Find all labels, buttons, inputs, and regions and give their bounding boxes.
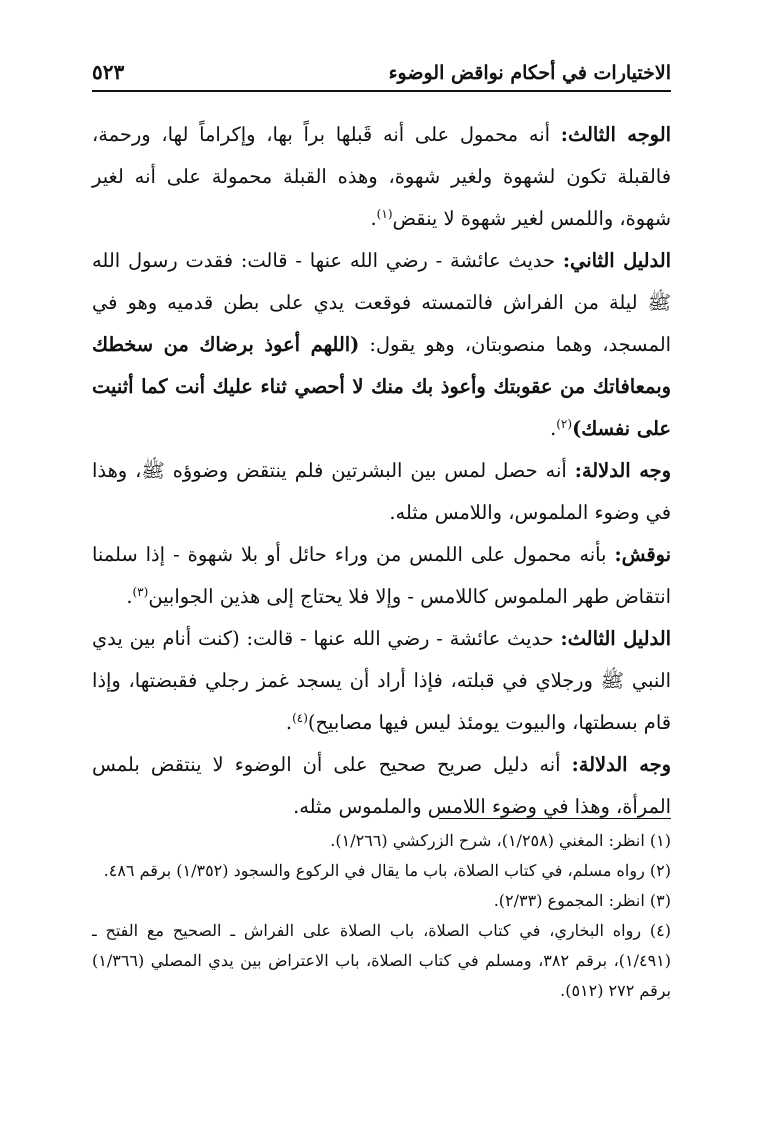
paragraph-text: أنه دليل صريح صحيح على أن الوضوء لا ينتقض بلمس المرأة، وهذا في وضوء اللامس والملموس مثله. bbox=[92, 753, 671, 818]
paragraph-second-evidence bbox=[92, 240, 671, 450]
running-header bbox=[92, 52, 671, 92]
paragraph-text: حديث عائشة - رضي الله عنها - قالت: فقدت رسول الله ﷺ ليلة من الفراش فالتمسته فوقعت يدي على بطن قدميه وهو في المسجد، وهما منصوبتان، وهو يقول: bbox=[92, 249, 671, 356]
footnote-2: (٢) رواه مسلم، في كتاب الصلاة، باب ما يقال في الركوع والسجود (١/٣٥٢) برقم ٤٨٦. bbox=[103, 861, 671, 880]
paragraph-label: الوجه الثالث: bbox=[560, 123, 671, 146]
paragraph-text: أنه محمول على أنه قَبلها براً بها، وإكراماً لها، ورحمة، فالقبلة تكون لشهوة ولغير شهوة، وهذه القبلة محمولة على أنه لغير شهوة، واللمس لغير شهوة لا ينقض bbox=[92, 123, 671, 230]
footnote-ref: (١) bbox=[376, 207, 393, 221]
paragraph-evidence-point bbox=[92, 450, 671, 534]
running-title: الاختيارات في أحكام نواقض الوضوء bbox=[388, 62, 671, 84]
paragraph-label: وجه الدلالة: bbox=[571, 753, 671, 776]
footnote-ref: (٣) bbox=[132, 585, 149, 599]
paragraph-end: . bbox=[550, 417, 557, 440]
main-text bbox=[92, 114, 671, 828]
paragraph-label: الدليل الثالث: bbox=[560, 627, 671, 650]
page-number: ٥٢٣ bbox=[92, 60, 125, 84]
footnote-ref: (٢) bbox=[556, 417, 573, 431]
footnote-4: (٤) رواه البخاري، في كتاب الصلاة، باب الصلاة على الفراش ـ الصحيح مع الفتح ـ (١/٤٩١)، برقم ٣٨٢، ومسلم في كتاب الصلاة، باب الاعتراض بين يدي المصلي (١/٣٦٦) برقم ٢٧٢ (٥١٢). bbox=[92, 921, 672, 1000]
paragraph-label: وجه الدلالة: bbox=[574, 459, 671, 482]
paragraph-objection bbox=[92, 534, 671, 618]
footnote-ref: (٤) bbox=[292, 711, 308, 725]
paragraph-evidence-point-2 bbox=[92, 744, 671, 828]
paragraph-label: نوقش: bbox=[614, 543, 671, 566]
paragraph-text: بأنه محمول على اللمس من وراء حائل أو بلا شهوة - إذا سلمنا انتقاض طهر الملموس كاللامس - وإلا فلا يحتاج إلى هذين الجوابين bbox=[92, 543, 671, 608]
paragraph-text: أنه حصل لمس بين البشرتين فلم ينتقض وضوؤه ﷺ، وهذا في وضوء الملموس، واللامس مثله. bbox=[92, 459, 671, 524]
footnote-divider bbox=[439, 818, 671, 819]
paragraph-third-aspect bbox=[92, 114, 671, 240]
footnote-1: (١) انظر: المغني (١/٢٥٨)، شرح الزركشي (١/٢٦٦). bbox=[330, 831, 671, 850]
paragraph-end: . bbox=[370, 207, 377, 230]
paragraph-third-evidence bbox=[92, 618, 671, 744]
paragraph-text: حديث عائشة - رضي الله عنها - قالت: (كنت أنام بين يدي النبي ﷺ ورجلاي في قبلته، فإذا أراد أن يسجد غمز رجلي فقبضتها، وإذا قام بسطتها، والبيوت يومئذ ليس فيها مصابيح) bbox=[92, 627, 671, 734]
footnotes bbox=[92, 826, 671, 1006]
paragraph-end: . bbox=[126, 585, 133, 608]
footnote-3: (٣) انظر: المجموع (٢/٣٣). bbox=[493, 891, 671, 910]
hadith-quote: (اللهم أعوذ برضاك من سخطك وبمعافاتك من عقوبتك وأعوذ بك منك لا أحصي ثناء عليك أنت كما أثنيت على نفسك) bbox=[92, 333, 671, 440]
paragraph-end: . bbox=[285, 711, 293, 734]
paragraph-label: الدليل الثاني: bbox=[562, 249, 671, 272]
